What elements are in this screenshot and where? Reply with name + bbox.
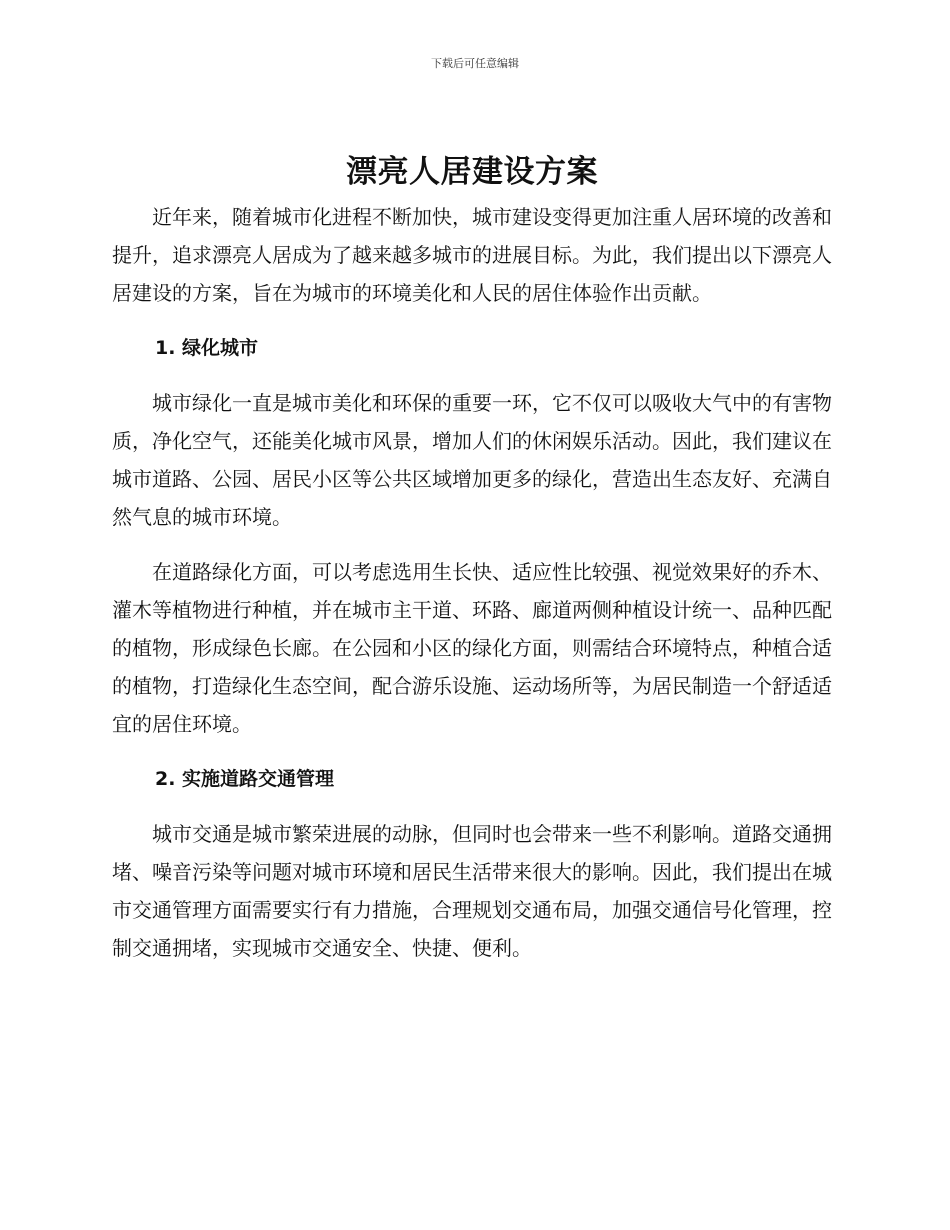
intro-paragraph: 近年来，随着城市化进程不断加快，城市建设变得更加注重人居环境的改善和提升，追求漂亮人居成为了越来越多城市的进展目标。为此，我们提出以下漂亮人居建设的方案，旨在为城市的环境美化和人民的居住体验作出贡献。 <box>112 205 832 305</box>
header-note: 下载后可任意编辑 <box>431 57 519 70</box>
section-paragraph: 城市绿化一直是城市美化和环保的重要一环，它不仅可以吸收大气中的有害物质，净化空气，还能美化城市风景，增加人们的休闲娱乐活动。因此，我们建议在城市道路、公园、居民小区等公共区域增加更多的绿化，营造出生态友好、充满自然气息的城市环境。 <box>112 391 832 529</box>
section-paragraph: 在道路绿化方面，可以考虑选用生长快、适应性比较强、视觉效果好的乔木、灌木等植物进行种植，并在城市主干道、环路、廊道两侧种植设计统一、品种匹配的植物，形成绿色长廊。在公园和小区的绿化方面，则需结合环境特点，种植合适的植物，打造绿化生态空间，配合游乐设施、运动场所等，为居民制造一个舒适适宜的居住环境。 <box>112 560 832 736</box>
document-title: 漂亮人居建设方案 <box>346 154 598 190</box>
section-heading-traffic: 2. 实施道路交通管理 <box>155 768 335 790</box>
section-heading-greening: 1. 绿化城市 <box>155 337 259 359</box>
document-body <box>112 148 832 967</box>
section-paragraph: 城市交通是城市繁荣进展的动脉，但同时也会带来一些不利影响。道路交通拥堵、噪音污染等问题对城市环境和居民生活带来很大的影响。因此，我们提出在城市交通管理方面需要实行有力措施，合理规划交通布局，加强交通信号化管理，控制交通拥堵，实现城市交通安全、快捷、便利。 <box>112 822 832 960</box>
